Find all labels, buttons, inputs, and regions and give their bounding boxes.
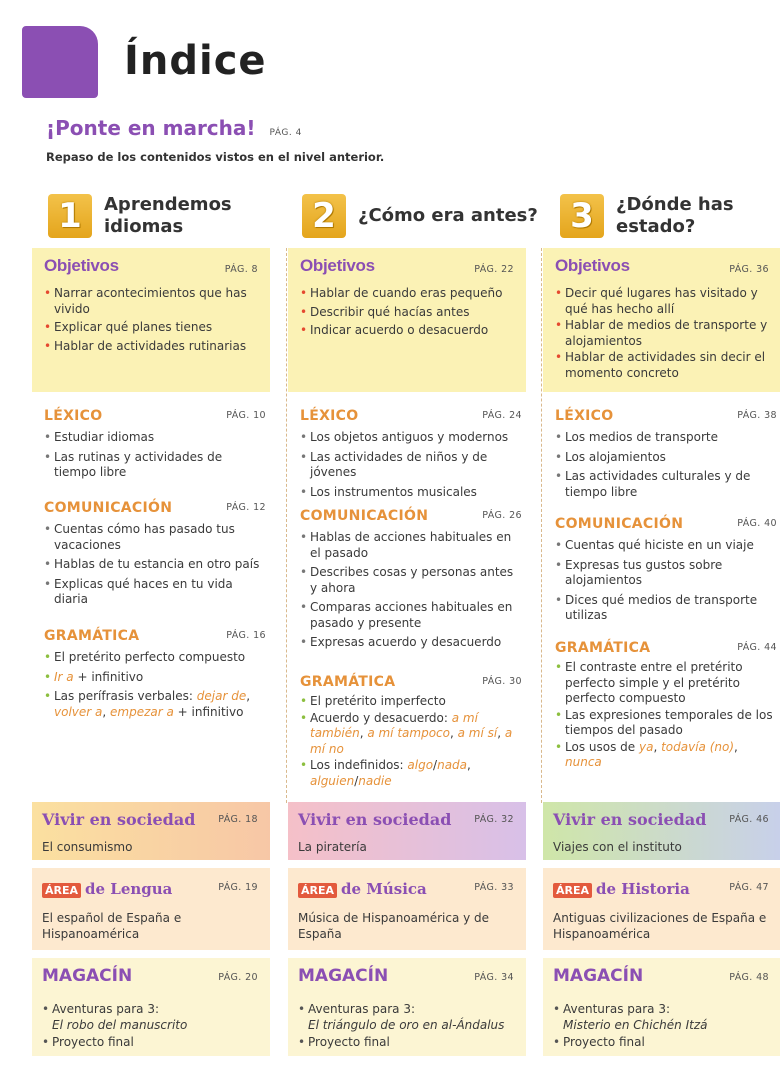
list-item: • Hablar de actividades sin decir el momento concreto xyxy=(555,350,775,381)
unit-number: 3 xyxy=(560,194,604,238)
comunicacion-heading: COMUNICACIÓN xyxy=(555,516,684,532)
page-ref: PÁG. 32 xyxy=(474,814,514,825)
area-heading: ÁREA de Historia xyxy=(553,880,690,898)
vivir-box[interactable] xyxy=(32,802,270,860)
list-item: • Explicar qué planes tienes xyxy=(44,320,264,336)
list-item: • Los usos de ya, todavía (no), nunca xyxy=(555,740,775,771)
page-ref: PÁG. 44 xyxy=(737,642,777,653)
unit-1-header[interactable] xyxy=(48,188,232,244)
corner-tab xyxy=(22,26,98,98)
list-item: • Los medios de transporte xyxy=(555,430,775,446)
unit-title: Aprendemos idiomas xyxy=(104,194,232,237)
list-item: • Cuentas cómo has pasado tus vacaciones xyxy=(44,522,264,553)
comunicacion-section xyxy=(555,516,775,628)
list-item: • Los indefinidos: algo/nada, alguien/nadie xyxy=(300,758,520,789)
page-ref: PÁG. 12 xyxy=(226,502,266,513)
area-box[interactable] xyxy=(288,868,526,950)
intro-page: PÁG. 4 xyxy=(269,128,302,138)
list-item: • Acuerdo y desacuerdo: a mí también, a mí tampoco, a mí sí, a mí no xyxy=(300,711,520,758)
list-item: • Hablar de medios de transporte y alojamientos xyxy=(555,318,775,349)
unit-title: ¿Cómo era antes? xyxy=(358,205,538,226)
list-item: • El pretérito perfecto compuesto xyxy=(44,650,264,666)
unit-number: 2 xyxy=(302,194,346,238)
vivir-heading: Vivir en sociedad xyxy=(298,810,452,829)
magacin-heading: MAGACÍN xyxy=(42,966,133,986)
list-item: • Las actividades culturales y de tiempo libre xyxy=(555,469,775,500)
list-item: • Hablar de actividades rutinarias xyxy=(44,339,264,355)
area-heading: ÁREA de Lengua xyxy=(42,880,172,898)
lexico-heading: LÉXICO xyxy=(555,408,614,424)
list-item: • Las rutinas y actividades de tiempo libre xyxy=(44,450,264,481)
page-ref: PÁG. 46 xyxy=(729,814,769,825)
page-ref: PÁG. 16 xyxy=(226,630,266,641)
page-ref: PÁG. 33 xyxy=(474,882,514,893)
objetivos-box xyxy=(288,248,526,392)
area-text: Antiguas civilizaciones de España e Hispanoamérica xyxy=(553,911,767,941)
list-item: • Decir qué lugares has visitado y qué has hecho allí xyxy=(555,286,775,317)
page-ref: PÁG. 36 xyxy=(729,264,769,275)
list-item: • Aventuras para 3: El robo del manuscrito xyxy=(42,1002,262,1033)
unit-3-header[interactable] xyxy=(560,188,734,244)
list-item: • Aventuras para 3: Misterio en Chichén Itzá xyxy=(553,1002,773,1033)
list-item: • Narrar acontecimientos que has vivido xyxy=(44,286,264,317)
gramatica-section xyxy=(300,674,520,793)
list-item: • Estudiar idiomas xyxy=(44,430,264,446)
page-ref: PÁG. 24 xyxy=(482,410,522,421)
page-title: Índice xyxy=(124,38,267,84)
lexico-heading: LÉXICO xyxy=(44,408,103,424)
page-ref: PÁG. 20 xyxy=(218,972,258,983)
list-item: • Dices qué medios de transporte utilizas xyxy=(555,593,775,624)
list-item: • Aventuras para 3: El triángulo de oro en al-Ándalus xyxy=(298,1002,518,1033)
lexico-section xyxy=(44,408,264,485)
unit-number: 1 xyxy=(48,194,92,238)
list-item: • Las perífrasis verbales: dejar de, volver a, empezar a + infinitivo xyxy=(44,689,264,720)
vivir-text: La piratería xyxy=(298,840,367,854)
page-ref: PÁG. 34 xyxy=(474,972,514,983)
list-item: • Proyecto final xyxy=(42,1035,262,1051)
vivir-heading: Vivir en sociedad xyxy=(42,810,196,829)
list-item: • Expresas tus gustos sobre alojamientos xyxy=(555,558,775,589)
page-ref: PÁG. 38 xyxy=(737,410,777,421)
list-item: • Expresas acuerdo y desacuerdo xyxy=(300,635,520,651)
page-ref: PÁG. 19 xyxy=(218,882,258,893)
vivir-box[interactable] xyxy=(288,802,526,860)
list-item: • Ir a + infinitivo xyxy=(44,670,264,686)
unit-title: ¿Dónde has estado? xyxy=(616,194,734,237)
list-item: • Indicar acuerdo o desacuerdo xyxy=(300,323,520,339)
objetivos-box xyxy=(32,248,270,392)
gramatica-heading: GRAMÁTICA xyxy=(300,674,396,690)
magacin-heading: MAGACÍN xyxy=(298,966,389,986)
list-item: • Describes cosas y personas antes y ahora xyxy=(300,565,520,596)
page-ref: PÁG. 8 xyxy=(224,264,258,275)
page-ref: PÁG. 47 xyxy=(729,882,769,893)
list-item: • Proyecto final xyxy=(298,1035,518,1051)
page-ref: PÁG. 10 xyxy=(226,410,266,421)
magacin-box[interactable] xyxy=(32,958,270,1056)
list-item: • Los alojamientos xyxy=(555,450,775,466)
page-ref: PÁG. 30 xyxy=(482,676,522,687)
page-ref: PÁG. 22 xyxy=(474,264,514,275)
list-item: • Las expresiones temporales de los tiempos del pasado xyxy=(555,708,775,739)
magacin-box[interactable] xyxy=(543,958,780,1056)
area-box[interactable] xyxy=(543,868,780,950)
objetivos-heading: Objetivos xyxy=(44,256,119,275)
list-item: • Cuentas qué hiciste en un viaje xyxy=(555,538,775,554)
page-ref: PÁG. 26 xyxy=(482,510,522,521)
intro-subtitle: Repaso de los contenidos vistos en el nivel anterior. xyxy=(46,150,385,164)
vivir-heading: Vivir en sociedad xyxy=(553,810,707,829)
gramatica-heading: GRAMÁTICA xyxy=(555,640,651,656)
vivir-text: Viajes con el instituto xyxy=(553,840,682,854)
gramatica-heading: GRAMÁTICA xyxy=(44,628,140,644)
list-item: • Describir qué hacías antes xyxy=(300,305,520,321)
list-item: • Proyecto final xyxy=(553,1035,773,1051)
comunicacion-section xyxy=(44,500,264,612)
list-item: • Las actividades de niños y de jóvenes xyxy=(300,450,520,481)
comunicacion-section xyxy=(300,508,520,655)
gramatica-section xyxy=(555,640,775,775)
list-item: • El pretérito imperfecto xyxy=(300,694,520,710)
page-ref: PÁG. 18 xyxy=(218,814,258,825)
comunicacion-heading: COMUNICACIÓN xyxy=(44,500,173,516)
page-ref: PÁG. 40 xyxy=(737,518,777,529)
objetivos-heading: Objetivos xyxy=(300,256,375,275)
list-item: • Hablar de cuando eras pequeño xyxy=(300,286,520,302)
gramatica-section xyxy=(44,628,264,724)
objetivos-box xyxy=(543,248,780,392)
list-item: • Hablas de acciones habituales en el pasado xyxy=(300,530,520,561)
vivir-box[interactable] xyxy=(543,802,780,860)
comunicacion-heading: COMUNICACIÓN xyxy=(300,508,429,524)
area-heading: ÁREA de Música xyxy=(298,880,427,898)
lexico-heading: LÉXICO xyxy=(300,408,359,424)
list-item: • Comparas acciones habituales en pasado y presente xyxy=(300,600,520,631)
list-item: • El contraste entre el pretérito perfecto simple y el pretérito perfecto compuesto xyxy=(555,660,775,707)
list-item: • Explicas qué haces en tu vida diaria xyxy=(44,577,264,608)
area-text: Música de Hispanoamérica y de España xyxy=(298,911,490,941)
list-item: • Hablas de tu estancia en otro país xyxy=(44,557,264,573)
page-ref: PÁG. 48 xyxy=(729,972,769,983)
area-text: El español de España e Hispanoamérica xyxy=(42,911,182,941)
intro-heading[interactable]: ¡Ponte en marcha! PÁG. 4 xyxy=(46,116,302,140)
unit-2-header[interactable] xyxy=(302,188,538,244)
area-box[interactable] xyxy=(32,868,270,950)
magacin-box[interactable] xyxy=(288,958,526,1056)
objetivos-heading: Objetivos xyxy=(555,256,630,275)
lexico-section xyxy=(555,408,775,504)
list-item: • Los objetos antiguos y modernos xyxy=(300,430,520,446)
magacin-heading: MAGACÍN xyxy=(553,966,644,986)
vivir-text: El consumismo xyxy=(42,840,133,854)
lexico-section xyxy=(300,408,520,504)
list-item: • Los instrumentos musicales xyxy=(300,485,520,501)
